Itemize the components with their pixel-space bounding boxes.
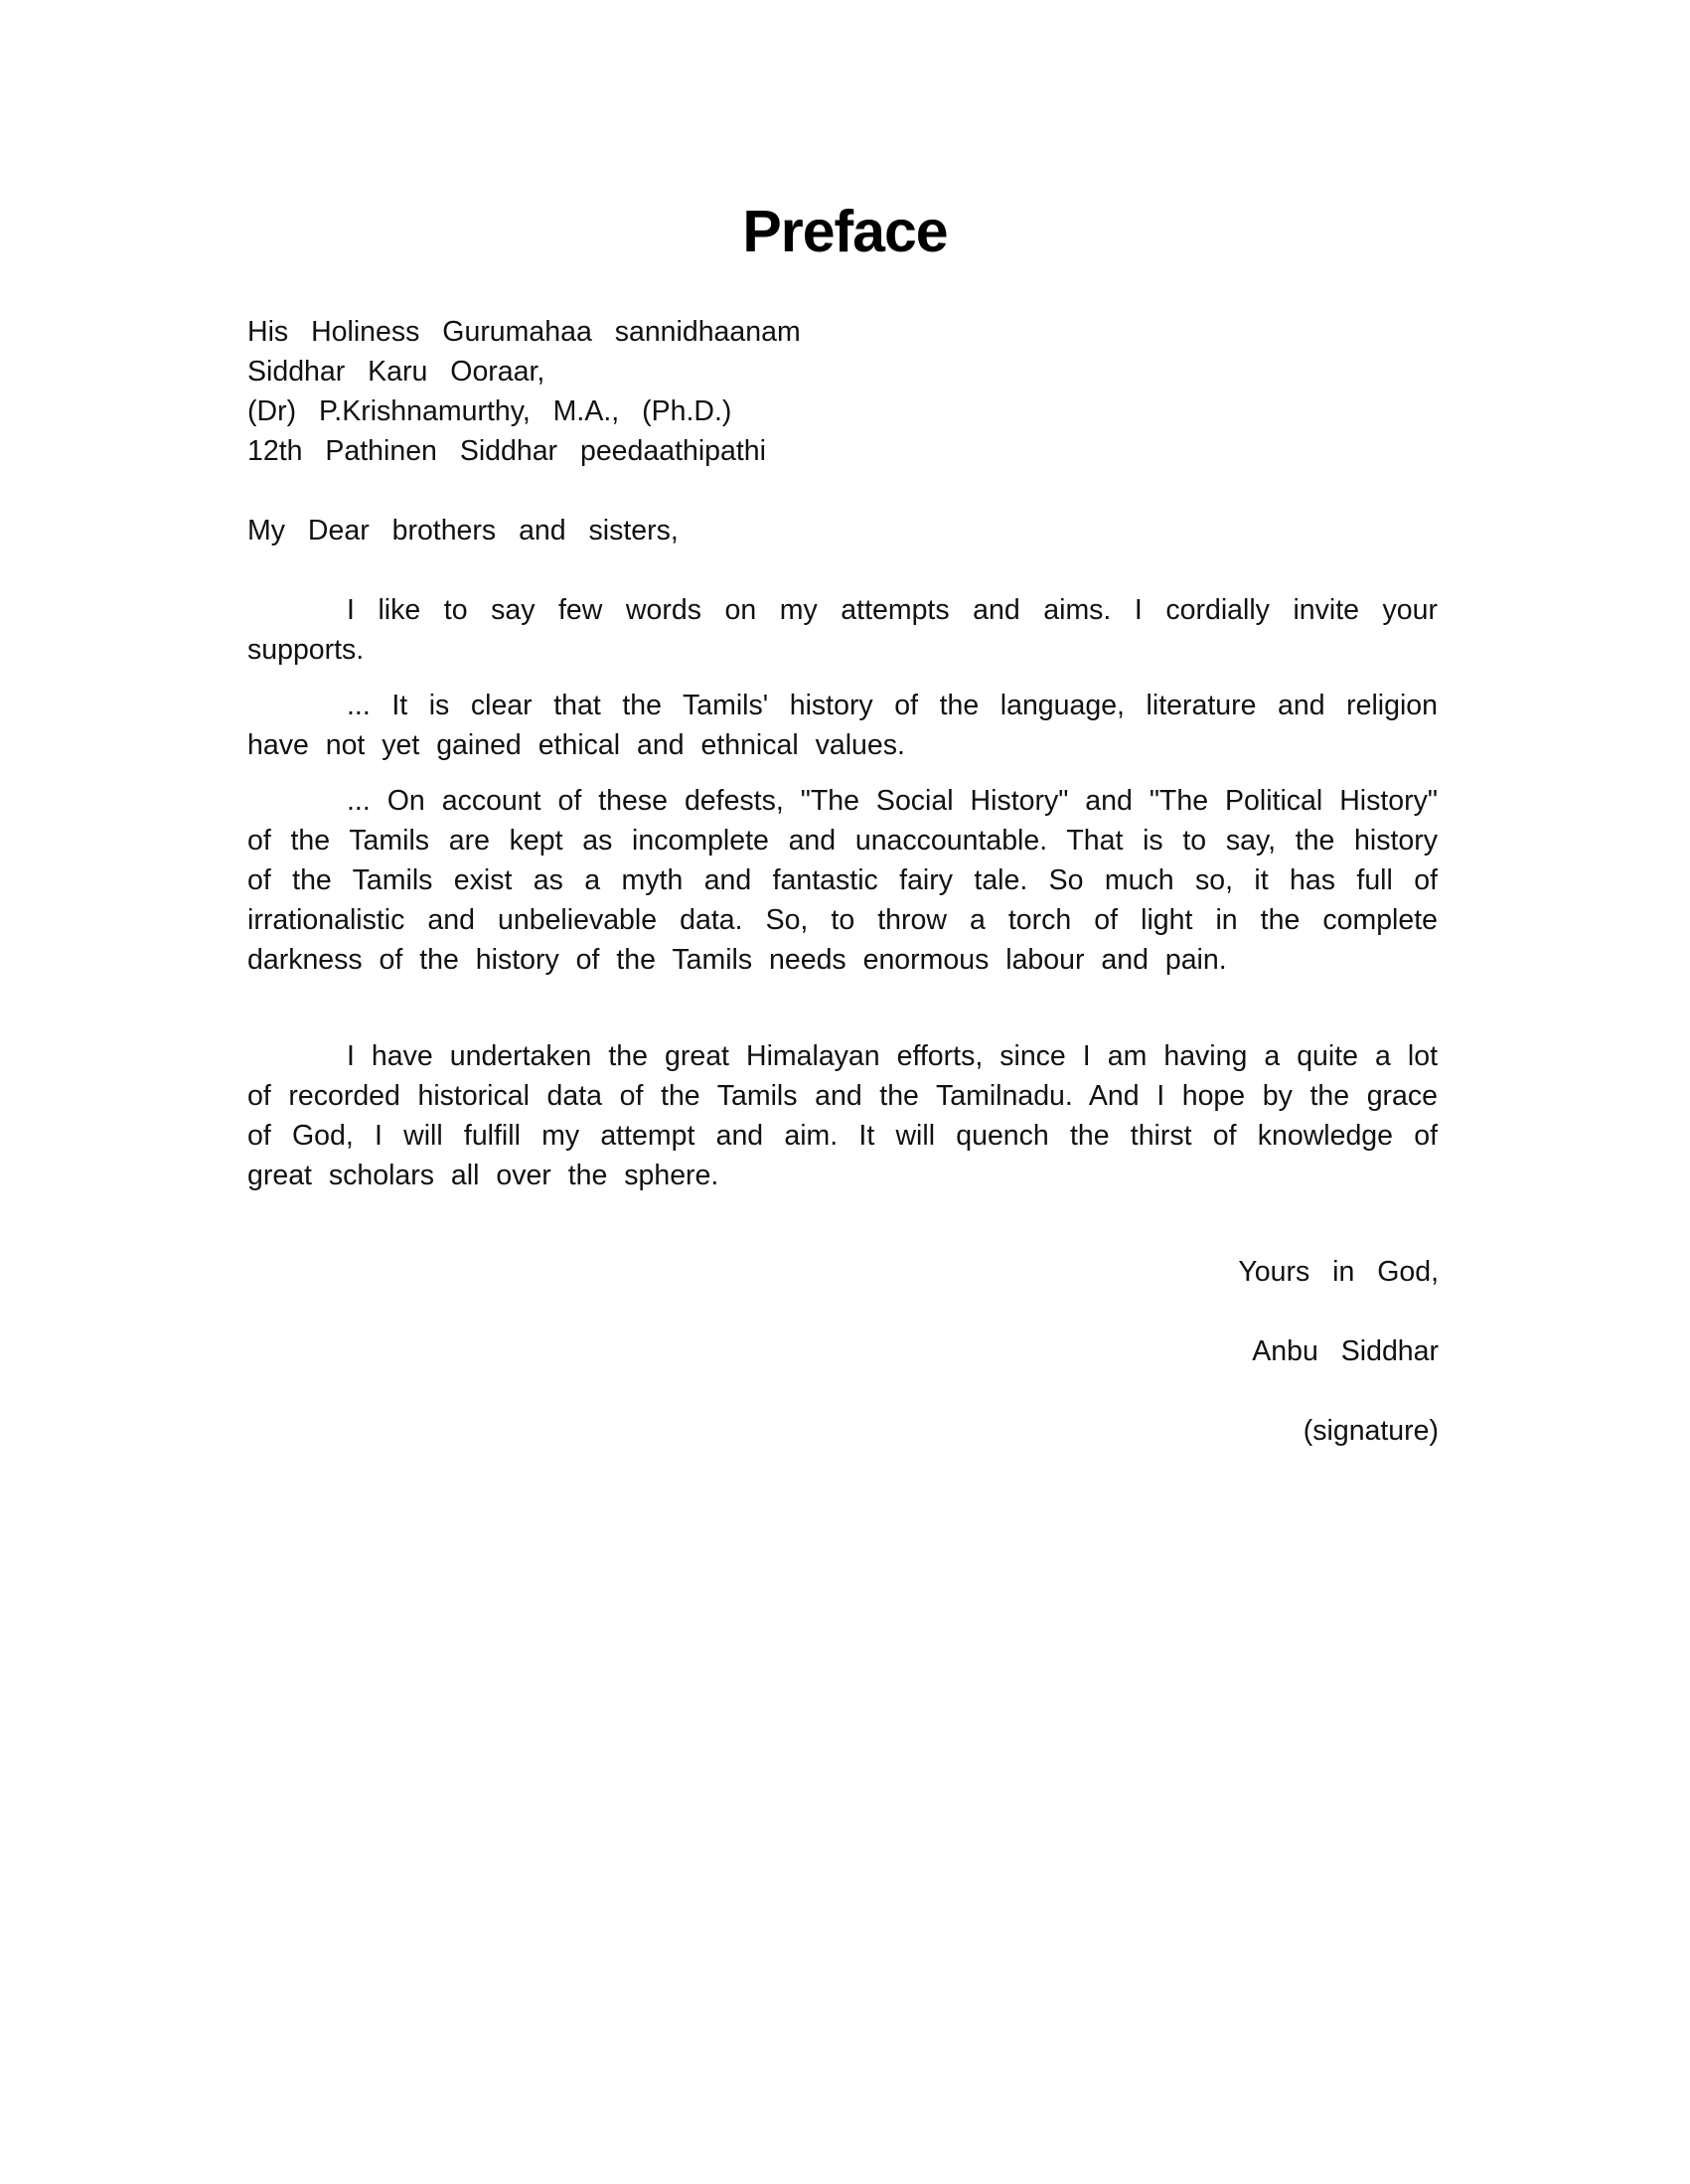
address-line: 12th Pathinen Siddhar peedaathipathi	[247, 435, 766, 467]
salutation: My Dear brothers and sisters,	[247, 515, 679, 546]
body-paragraph: I have undertaken the great Himalayan efforts, since I am having a quite a lot of recorded historical data of the Tamils and the Tamilnadu. And I hope by the grace of God, I will fulfill my attempt and aim. It will quench the thirst of knowledge of great scholars all over the sphere.	[247, 1040, 1438, 1191]
body-paragraph: ... On account of these defests, "The Social History" and "The Political History" of the Tamils are kept as incomplete and unaccountable. That is to say, the history of the Tamils exist as a myth and fantastic fairy tale. So much so, it has full of irrationalistic and unbelievable data. So, to throw a torch of light in the complete darkness of the history of the Tamils needs enormous labour and pain.	[247, 785, 1438, 976]
address-line: Siddhar Karu Ooraar,	[247, 356, 545, 388]
page-title: Preface	[742, 199, 948, 264]
address-line: (Dr) P.Krishnamurthy, M.A., (Ph.D.)	[247, 395, 732, 427]
author-address-block	[247, 312, 1438, 471]
author-name: Anbu Siddhar	[1252, 1335, 1439, 1367]
closing-line: Yours in God,	[1238, 1256, 1439, 1288]
body-paragraph: ... It is clear that the Tamils' history of the language, literature and religion have not yet gained ethical and ethnical values.	[247, 690, 1438, 761]
signature-note: (signature)	[1303, 1415, 1439, 1447]
body-paragraph: I like to say few words on my attempts and aims. I cordially invite your supports.	[247, 594, 1438, 666]
address-line: His Holiness Gurumahaa sannidhaanam	[247, 316, 801, 348]
